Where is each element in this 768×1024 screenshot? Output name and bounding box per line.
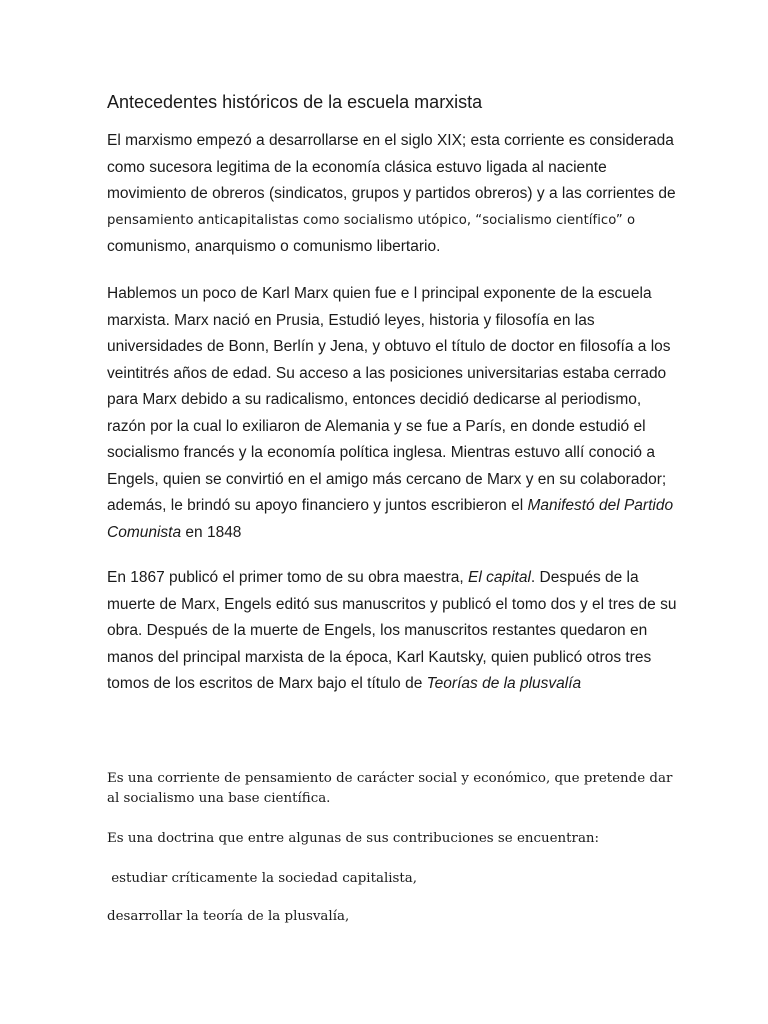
text-line: movimiento de obreros (sindicatos, grupos y partidos obreros) y a las corrientes de	[107, 185, 676, 202]
text-line: pensamiento anticapitalistas como socialismo utópico, “socialismo científico” o	[107, 212, 636, 228]
text-line: marxista. Marx nació en Prusia, Estudió leyes, historia y filosofía en las	[107, 311, 595, 329]
line-text: en 1848	[181, 523, 242, 541]
book-title-italic: Teorías de la plusvalía	[426, 675, 582, 692]
line-text: tomos de los escritos de Marx bajo el título de	[107, 675, 427, 692]
text-line: Es una corriente de pensamiento de carácter social y económico, que pretende dar	[107, 771, 673, 786]
text-line: veintitrés años de edad. Su acceso a las posiciones universitarias estaba cerrado	[107, 364, 667, 382]
paragraph-definition	[107, 769, 673, 809]
text-line	[107, 565, 667, 592]
text-line: Hablemos un poco de Karl Marx quien fue e l principal exponente de la escuela	[107, 285, 652, 302]
text-line	[107, 493, 674, 520]
book-title-italic: Manifestó del Partido	[527, 497, 674, 514]
text-line: desarrollar la teoría de la plusvalía,	[107, 909, 350, 924]
text-line	[107, 671, 667, 698]
text-line: estudiar críticamente la sociedad capitalista,	[107, 871, 417, 886]
text-line: Engels, quien se convirtió en el amigo más cercano de Marx y en su colaborador;	[107, 470, 667, 488]
text-line: como sucesora legitima de la economía clásica estuvo ligada al naciente	[107, 158, 607, 176]
paragraph-item-surplus-value	[107, 907, 667, 927]
text-line: universidades de Bonn, Berlín y Jena, y obtuvo el título de doctor en filosofía a los	[107, 338, 671, 355]
document-title: Antecedentes históricos de la escuela marxista	[107, 92, 483, 112]
line-text: además, le brindó su apoyo financiero y juntos escribieron el	[107, 497, 528, 514]
paragraph-el-capital	[107, 565, 677, 698]
paragraph-karl-marx	[107, 281, 674, 546]
text-line: manos del principal marxista de la época, Karl Kautsky, quien publicó otros tres	[107, 648, 652, 666]
text-line: obra. Después de la muerte de Engels, los manuscritos restantes quedaron en	[107, 622, 648, 639]
text-line: razón por la cual lo exiliaron de Alemania y se fue a París, en donde estudió el	[107, 417, 646, 435]
line-text: . Después de la	[530, 569, 639, 586]
book-title-italic: Comunista	[107, 523, 182, 541]
text-line	[107, 520, 667, 547]
text-line: al socialismo una base científica.	[107, 791, 331, 806]
text-line: muerte de Marx, Engels editó sus manuscritos y publicó el tomo dos y el tres de su	[107, 595, 677, 613]
paragraph-item-critique	[107, 869, 667, 889]
text-line: para Marx debido a su radicalismo, entonces decidió dedicarse al periodismo,	[107, 391, 642, 408]
paragraph-contributions	[107, 829, 667, 849]
book-title-italic: El capital	[468, 569, 531, 586]
text-line: socialismo francés y la economía política inglesa. Mientras estuvo allí conoció a	[107, 444, 655, 461]
line-text: En 1867 publicó el primer tomo de su obra maestra,	[107, 569, 468, 586]
paragraph-origins	[107, 128, 676, 261]
text-line: El marxismo empezó a desarrollarse en el siglo XIX; esta corriente es considerada	[107, 132, 674, 149]
text-line: comunismo, anarquismo o comunismo libertario.	[107, 238, 441, 255]
text-line: Es una doctrina que entre algunas de sus contribuciones se encuentran:	[107, 831, 600, 846]
